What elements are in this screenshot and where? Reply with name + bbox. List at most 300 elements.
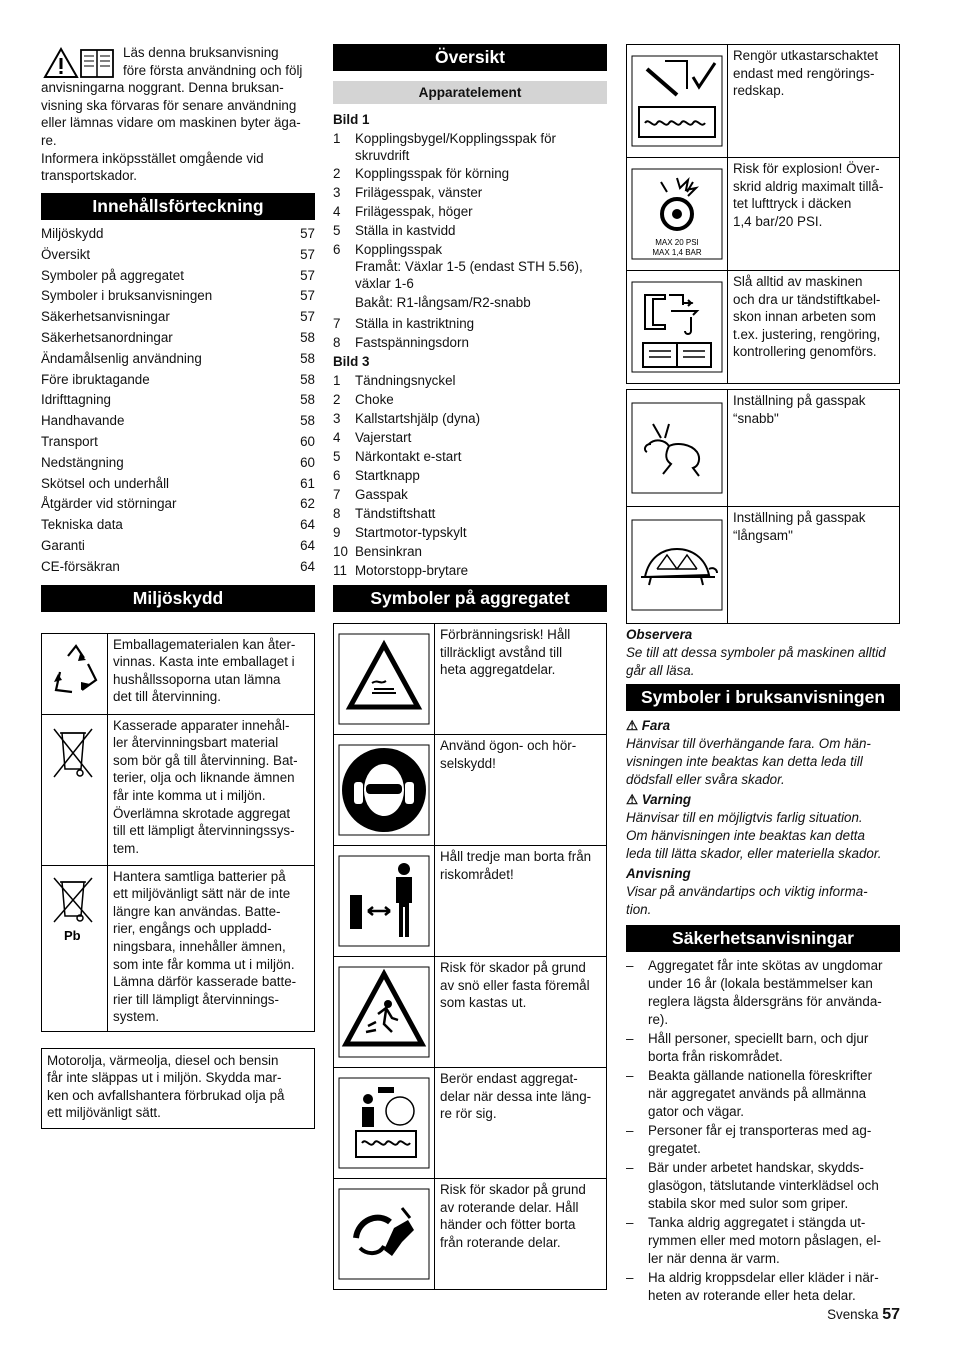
symbol-text — [435, 1179, 607, 1290]
table-row — [627, 390, 900, 507]
toc-page: 57 — [300, 288, 315, 304]
item-text — [648, 1030, 868, 1066]
symbols-manual-heading: Symboler i bruksanvisningen — [626, 684, 900, 711]
env-text — [108, 633, 315, 714]
table-row — [627, 507, 900, 624]
text-line: rier, engångs och uppladd- — [113, 921, 272, 937]
text-line: Om hänvisningen inte beaktas kan detta — [626, 828, 865, 843]
toc-entry[interactable] — [41, 370, 315, 391]
list-item — [333, 314, 607, 333]
bullet-dash: – — [626, 958, 634, 973]
text-line: händer och fötter borta — [440, 1217, 576, 1233]
observe-block — [626, 626, 900, 680]
item-number: 6 — [333, 242, 341, 257]
toc-label: Symboler i bruksanvisningen — [41, 288, 213, 304]
text-line: går all läsa. — [626, 663, 695, 678]
text-line: Bakåt: R1-långsam/R2-snabb — [355, 295, 531, 310]
symbol-text — [728, 158, 900, 271]
toc-label: Miljöskydd — [41, 226, 104, 241]
text-line: under 16 år (lokala bestämmelser kan — [648, 976, 873, 991]
toc-page: 57 — [300, 267, 315, 283]
text-line: Tanka aldrig aggregatet i stängda ut- — [648, 1215, 866, 1230]
text-line: Överlämna skrotade aggregat — [113, 805, 291, 821]
table-row — [334, 957, 607, 1068]
text-line: borta från riskområdet. — [648, 1049, 783, 1064]
toc-label: Åtgärder vid störningar — [41, 496, 177, 512]
list-item — [626, 1122, 900, 1158]
toc-label: Handhavande — [41, 413, 125, 429]
text-line: som bör gå till återvinning. Bat- — [113, 752, 298, 768]
item-text: Närkontakt e-start — [355, 449, 462, 464]
toc-entry[interactable] — [41, 286, 315, 307]
list-item — [333, 466, 607, 485]
item-text: Fastspänningsdorn — [355, 335, 469, 350]
item-number: 10 — [333, 544, 348, 559]
bullet-dash: – — [626, 1270, 634, 1285]
toc-page: 57 — [300, 226, 315, 241]
text-line: rier till lämpligt återvinnings- — [113, 991, 279, 1007]
toc-label: Tekniska data — [41, 517, 123, 533]
item-number: 4 — [333, 204, 341, 219]
toc-entry[interactable] — [41, 390, 315, 411]
item-text: Ställa in kastvidd — [355, 223, 456, 238]
toc-entry[interactable] — [41, 328, 315, 349]
item-number: 5 — [333, 449, 341, 464]
toc-page: 61 — [300, 475, 315, 491]
symbols-manual-block — [626, 717, 900, 919]
figure-label: Bild 1 — [333, 112, 370, 127]
bullet-dash: – — [626, 1031, 634, 1046]
toc-page: 64 — [300, 517, 315, 533]
toc-entry[interactable] — [41, 515, 315, 536]
toc-page: 64 — [300, 537, 315, 553]
text-line: hushållssoporna utan lämna — [113, 671, 281, 687]
danger-label — [626, 717, 900, 735]
toc-entry[interactable] — [41, 432, 315, 453]
text-line: redskap. — [733, 83, 785, 99]
toc-entry[interactable] — [41, 557, 315, 578]
symbols-unit-heading: Symboler på aggregatet — [333, 585, 607, 612]
text-line: ler återvinningsbart material — [113, 735, 279, 751]
toc-page: 57 — [300, 246, 315, 262]
text-line: “snabb" — [733, 410, 779, 426]
table-row — [42, 633, 315, 714]
hot-surface-icon — [334, 624, 435, 735]
text-line: får inte släppas ut i miljön. Skydda mar- — [47, 1070, 282, 1086]
text-line: Använd ögon- och hör- — [440, 738, 577, 753]
list-item — [333, 504, 607, 523]
text-line: ken och avfallshantera förbrukad olja på — [47, 1087, 285, 1103]
table-row — [627, 158, 900, 271]
symbols-unit-table-cont — [626, 44, 900, 384]
list-item — [626, 1159, 900, 1213]
keep-distance-icon — [334, 846, 435, 957]
text-line: 1,4 bar/20 PSI. — [733, 213, 823, 229]
overview-subheading: Apparatelement — [333, 81, 607, 104]
item-number: 5 — [333, 223, 341, 238]
text-line: Motorolja, värmeolja, diesel och bensin — [47, 1052, 279, 1068]
toc-entry[interactable] — [41, 453, 315, 474]
text-line: Berör endast aggregat- — [440, 1071, 578, 1086]
text-line: ett miljövänligt sätt när de inte — [113, 886, 291, 902]
text-line: Ha aldrig kroppsdelar eller kläder i när- — [648, 1270, 879, 1285]
throttle-text — [728, 507, 900, 624]
text-line: selskydd! — [440, 755, 496, 771]
item-text: Ställa in kastriktning — [355, 316, 475, 331]
text-line: Hänvisar till överhängande fara. Om hän- — [626, 736, 871, 751]
text-line: Risk för skador på grund — [440, 1182, 586, 1197]
item-number: 7 — [333, 487, 341, 502]
figure1-list — [333, 110, 607, 580]
toc-page: 60 — [300, 433, 315, 449]
table-row — [42, 865, 315, 1031]
item-number: 8 — [333, 506, 341, 521]
text-line: Aggregatet får inte skötas av ungdomar — [648, 958, 883, 973]
list-item — [333, 409, 607, 428]
list-item — [333, 523, 607, 542]
warning-label — [626, 791, 900, 809]
table-row — [627, 45, 900, 158]
item-text — [355, 129, 556, 164]
text-line: tem. — [113, 840, 140, 856]
symbols-unit-table — [333, 623, 607, 1290]
list-item — [333, 333, 607, 352]
item-number: 3 — [333, 411, 341, 426]
list-item — [333, 542, 607, 561]
text-line: t.ex. justering, rengöring, — [733, 326, 881, 342]
text-line: Beakta gällande nationella föreskrifter — [648, 1068, 873, 1083]
symbol-text — [435, 957, 607, 1068]
item-text: Bensinkran — [355, 544, 422, 559]
thrown-objects-icon — [334, 957, 435, 1068]
throttle-table — [626, 389, 900, 624]
text-line: tillräckligt avstånd till — [440, 644, 563, 660]
symbol-text — [435, 846, 607, 957]
text-line: Risk för skador på grund — [440, 960, 586, 975]
table-row — [42, 714, 315, 865]
toc-page: 64 — [300, 558, 315, 574]
item-text — [648, 1269, 879, 1305]
list-item — [333, 164, 607, 183]
battery-bin-icon — [42, 865, 108, 1031]
text-line: som inte får komma ut i miljön. — [113, 956, 295, 972]
text-line: skruvdrift — [355, 148, 410, 163]
toc-entry[interactable] — [41, 245, 315, 266]
item-text — [648, 957, 882, 1029]
text-line: längre kan användas. Batte- — [113, 903, 281, 919]
column-middle — [333, 44, 607, 1290]
overview-heading: Översikt — [333, 44, 607, 71]
symbol-text — [435, 1068, 607, 1179]
text-line: får inte komma ut i miljön. — [113, 787, 266, 803]
toc-label: Före ibruktagande — [41, 371, 150, 387]
recycle-icon — [42, 633, 108, 714]
text-line: system. — [113, 1009, 160, 1025]
hare-icon — [627, 390, 728, 507]
toc-page: 57 — [300, 309, 315, 325]
table-row — [334, 1179, 607, 1290]
item-text: Startmotor-typskylt — [355, 525, 467, 540]
text-line: till ett lämpligt återvinningssys- — [113, 823, 295, 839]
toc-entry[interactable] — [41, 266, 315, 287]
text-line: riskområdet! — [440, 866, 514, 882]
item-text: Kopplingsspak för körning — [355, 166, 510, 181]
env-text — [108, 865, 315, 1031]
danger-title: Fara — [641, 718, 671, 733]
item-text: Choke — [355, 392, 394, 407]
text-line: Framåt: Växlar 1-5 (endast STH 5.56), — [355, 259, 583, 274]
oil-notice-box — [41, 1048, 315, 1129]
symbol-text — [728, 45, 900, 158]
table-row — [627, 271, 900, 384]
item-number: 1 — [333, 131, 341, 146]
item-text: Tändningsnyckel — [355, 373, 456, 388]
text-line: Rengör utkastarschaktet — [733, 48, 879, 63]
toc-entry[interactable] — [41, 224, 315, 245]
item-number: 9 — [333, 525, 341, 540]
text-line: tion. — [626, 902, 652, 917]
item-text: Startknapp — [355, 468, 420, 483]
bullet-dash: – — [626, 1215, 634, 1230]
figure-label: Bild 3 — [333, 354, 370, 369]
item-number: 6 — [333, 468, 341, 483]
toc-label: Idrifttagning — [41, 392, 111, 408]
item-text — [648, 1067, 872, 1121]
list-item — [626, 1030, 900, 1066]
toc-label: Översikt — [41, 246, 91, 262]
toc-entry[interactable] — [41, 494, 315, 515]
text-line: kontrollering genomförs. — [733, 344, 877, 360]
list-item — [333, 240, 607, 314]
list-item — [626, 957, 900, 1029]
text-line: som kastas ut. — [440, 995, 527, 1011]
text-line: skrid aldrig maximalt tillå- — [733, 178, 884, 194]
list-item — [333, 485, 607, 504]
toc-entry[interactable] — [41, 307, 315, 328]
intro-block — [41, 44, 315, 193]
eye-ear-protection-icon — [334, 735, 435, 846]
toc-entry[interactable] — [41, 474, 315, 495]
toc-label: Garanti — [41, 537, 85, 553]
toc-page: 60 — [300, 454, 315, 470]
text-line: det till återvinning. — [113, 689, 221, 705]
env-table — [41, 633, 315, 1032]
footer-language: Svenska — [827, 1307, 879, 1322]
toc-page: 58 — [300, 413, 315, 429]
toc-list — [41, 224, 315, 578]
text-line: gator och vägar. — [648, 1104, 745, 1119]
list-item — [333, 221, 607, 240]
text-line: leda till lätta skador, eller materiella skador. — [626, 846, 882, 861]
text-line: re rör sig. — [440, 1106, 497, 1122]
item-number: 4 — [333, 430, 341, 445]
toc-page: 58 — [300, 350, 315, 366]
text-line: Inställning på gasspak — [733, 510, 866, 525]
text-line: skon innan arbeten som — [733, 309, 876, 325]
item-number: 11 — [333, 563, 347, 578]
text-line: terier, olja och liknande ämnen — [113, 770, 295, 786]
text-line: glasögon, tätslutande vinterklädsel och — [648, 1178, 879, 1193]
text-line: vinnas. Kasta inte emballaget i — [113, 654, 295, 670]
text-line: Emballagematerialen kan åter- — [113, 636, 296, 652]
intro-line: transportskador. — [41, 168, 138, 184]
text-line: heta aggregatdelar. — [440, 662, 556, 678]
item-number: 2 — [333, 392, 341, 407]
toc-entry[interactable] — [41, 411, 315, 432]
text-line: heten av roterande eller heta delar. — [648, 1288, 856, 1303]
list-item — [333, 447, 607, 466]
list-item — [333, 371, 607, 390]
item-text — [648, 1159, 879, 1213]
text-line: Bär under arbetet handskar, skydds- — [648, 1160, 864, 1175]
tire-max-bar: MAX 1,4 BAR — [652, 248, 702, 257]
toc-label: Säkerhetsanvisningar — [41, 309, 170, 325]
intro-line: Läs denna bruksanvisning — [123, 45, 279, 60]
text-line: och dra ur tändstiftkabel- — [733, 291, 881, 307]
rotating-parts-icon — [334, 1179, 435, 1290]
tortoise-icon — [627, 507, 728, 624]
text-line: Risk för explosion! Över- — [733, 161, 880, 176]
intro-line: re. — [41, 132, 57, 148]
text-line: ler när denna är varm. — [648, 1251, 780, 1266]
intro-line: Informera inköpsstället omgående vid — [41, 150, 264, 166]
intro-line: eller lämnas vidare om maskinen byter äga- — [41, 115, 301, 131]
battery-pb-label: Pb — [64, 927, 81, 943]
list-item — [333, 202, 607, 221]
list-item — [333, 561, 607, 580]
text-line: Håll tredje man borta från — [440, 849, 592, 864]
toc-entry[interactable] — [41, 349, 315, 370]
item-text: Motorstopp-brytare — [355, 563, 469, 578]
item-text — [648, 1214, 881, 1268]
item-text: Gasspak — [355, 487, 408, 502]
item-text: Tändstiftshatt — [355, 506, 436, 521]
toc-heading: Innehållsförteckning — [41, 193, 315, 220]
toc-label: Säkerhetsanordningar — [41, 329, 173, 345]
toc-label: Skötsel och underhåll — [41, 475, 170, 491]
list-item — [333, 390, 607, 409]
list-item — [333, 129, 607, 164]
maintenance-manual-icon — [627, 271, 728, 384]
toc-label: Nedstängning — [41, 454, 124, 470]
text-line: Visar på användartips och viktig informa- — [626, 884, 868, 899]
text-line: Kopplingsspak — [355, 242, 443, 257]
item-text: Kallstartshjälp (dyna) — [355, 411, 481, 426]
list-item — [626, 1214, 900, 1268]
text-line: Kasserade apparater innehål- — [113, 717, 290, 733]
warning-manual-icon — [43, 47, 115, 79]
text-line: “långsam" — [733, 527, 793, 543]
text-line: från roterande delar. — [440, 1234, 561, 1250]
symbol-text — [435, 735, 607, 846]
text-line: re). — [648, 1012, 669, 1027]
text-line: stabila skor med sulor som griper. — [648, 1196, 849, 1211]
page-number: 57 — [882, 1306, 900, 1323]
intro-line: före första användning och följ — [123, 62, 303, 78]
text-line: endast med rengörings- — [733, 65, 875, 81]
item-text: Vajerstart — [355, 430, 412, 445]
text-line: Slå alltid av maskinen — [733, 274, 863, 289]
symbol-text — [728, 271, 900, 384]
text-line: delar när dessa inte läng- — [440, 1088, 592, 1104]
safety-list — [626, 957, 900, 1305]
tire-explosion-icon — [627, 158, 728, 271]
text-line: rymmen eller med motorn påslagen, el- — [648, 1233, 881, 1248]
column-left — [41, 44, 315, 1129]
warning-triangle-icon: ⚠ — [626, 718, 639, 733]
text-line: av roterande delar. Håll — [440, 1199, 579, 1215]
toc-label: Transport — [41, 433, 98, 449]
page-footer — [827, 1306, 900, 1324]
list-item — [626, 1067, 900, 1121]
bullet-dash: – — [626, 1068, 634, 1083]
item-text: Frilägesspak, vänster — [355, 185, 483, 200]
observe-title: Observera — [626, 627, 693, 642]
text-line: när aggregatet används på allmänna — [648, 1086, 867, 1101]
toc-label: Ändamålsenlig användning — [41, 350, 202, 366]
clean-tool-icon — [334, 1068, 435, 1179]
env-heading: Miljöskydd — [41, 585, 315, 612]
item-text — [648, 1122, 871, 1158]
text-line: Kopplingsbygel/Kopplingsspak för — [355, 131, 556, 146]
note-title: Anvisning — [626, 866, 691, 881]
toc-label: Symboler på aggregatet — [41, 267, 184, 283]
warning-triangle-icon: ⚠ — [626, 792, 639, 807]
chute-clean-icon — [627, 45, 728, 158]
item-text: Frilägesspak, höger — [355, 204, 473, 219]
text-line: Hantera samtliga batterier på — [113, 868, 286, 884]
throttle-text — [728, 390, 900, 507]
item-number: 7 — [333, 316, 341, 331]
table-row — [334, 624, 607, 735]
toc-label: CE-försäkran — [41, 558, 120, 574]
table-row — [334, 1068, 607, 1179]
text-line: Personer får ej transporteras med ag- — [648, 1123, 872, 1138]
text-line: gregatet. — [648, 1141, 701, 1156]
crossed-bin-icon — [42, 714, 108, 865]
text-line: Förbränningsrisk! Håll — [440, 627, 571, 642]
toc-page: 58 — [300, 329, 315, 345]
item-number: 1 — [333, 373, 341, 388]
list-item — [333, 183, 607, 202]
safety-heading: Säkerhetsanvisningar — [626, 925, 900, 952]
table-row — [334, 846, 607, 957]
warning-title: Varning — [641, 792, 692, 807]
text-line: Inställning på gasspak — [733, 393, 866, 408]
column-right — [626, 44, 900, 1306]
tire-max-psi: MAX 20 PSI — [655, 238, 699, 247]
toc-page: 62 — [300, 496, 315, 512]
text-line: av snö eller fasta föremål — [440, 977, 590, 993]
toc-entry[interactable] — [41, 536, 315, 557]
list-item — [333, 428, 607, 447]
toc-page: 58 — [300, 371, 315, 387]
intro-line: anvisningarna noggrant. Denna bruksan- — [41, 80, 284, 96]
intro-line: visning ska förvaras för senare användning — [41, 97, 297, 113]
item-number: 8 — [333, 335, 341, 350]
text-line: Hänvisar till en möjligtvis farlig situation. — [626, 810, 863, 825]
text-line: reglera lägsta åldersgräns för använda- — [648, 994, 882, 1009]
text-line: ett miljövänligt sätt. — [47, 1105, 161, 1121]
text-line: Lämna därför kasserade batte- — [113, 974, 297, 990]
text-line: tet lufttryck i däcken — [733, 196, 852, 212]
text-line: Håll personer, speciellt barn, och djur — [648, 1031, 869, 1046]
text-line: dödsfall eller svåra skador. — [626, 772, 785, 787]
bullet-dash: – — [626, 1160, 634, 1175]
item-text — [355, 240, 583, 314]
list-item — [626, 1269, 900, 1305]
text-line: visningen inte beaktas kan detta leda till — [626, 754, 863, 769]
